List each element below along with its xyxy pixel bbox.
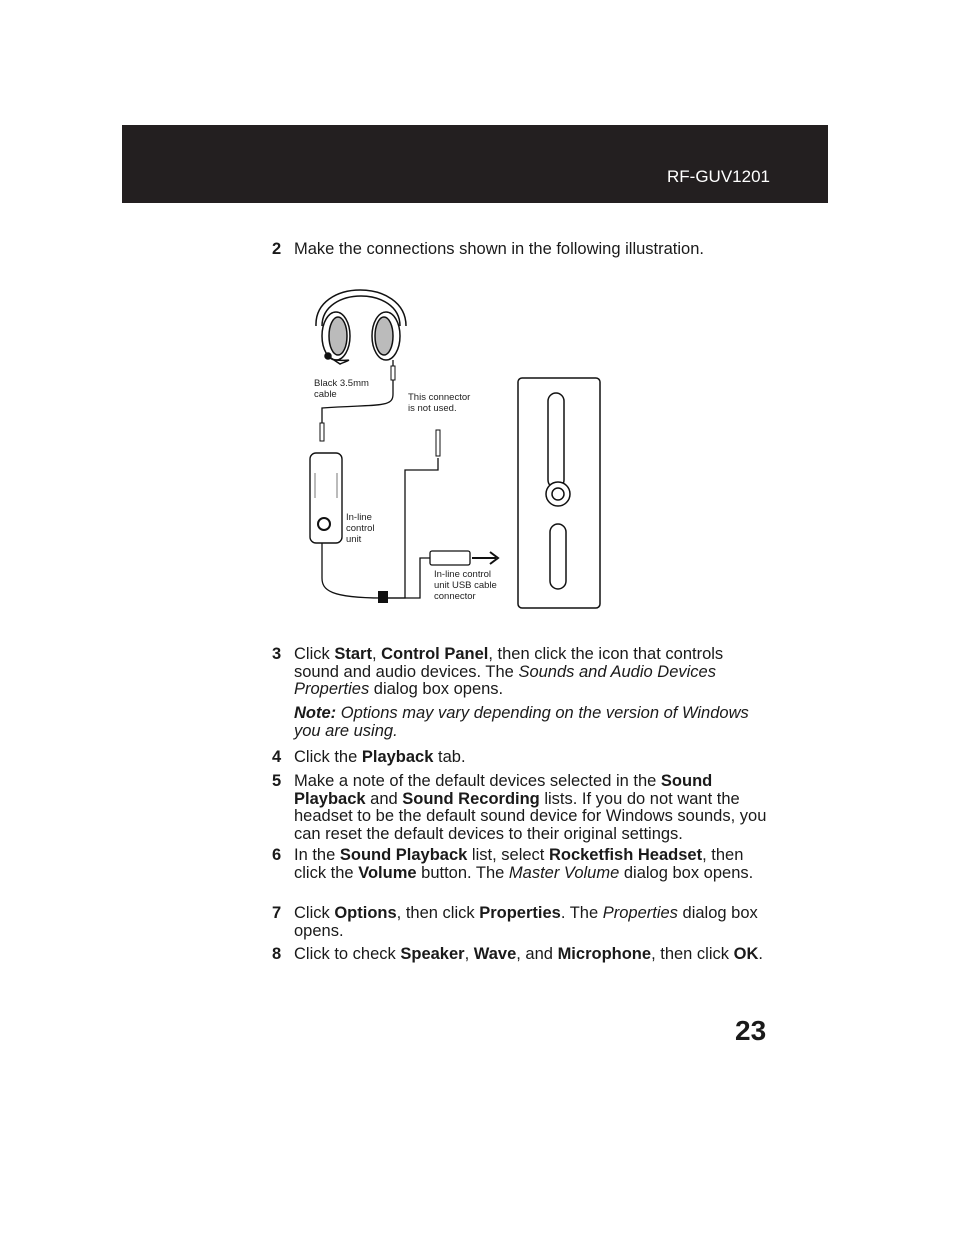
label-cable-2: cable	[314, 389, 337, 400]
headphones-icon	[316, 290, 406, 364]
step-number: 4	[272, 748, 282, 766]
step-2	[272, 241, 772, 259]
step-3	[272, 646, 772, 699]
step-5	[272, 773, 772, 843]
step-text: In the Sound Playback list, select Rocketfish Headset, then click the Volume button. The Master Volume dialog box opens.	[294, 846, 754, 882]
arrow-right-icon	[472, 552, 498, 564]
step-text: Click Start, Control Panel, then click the icon that controls sound and audio devices. The Sounds and Audio Devices Properties dialog box opens.	[294, 645, 724, 698]
step-number: 5	[272, 772, 282, 790]
step-number: 3	[272, 645, 282, 663]
unused-connector-icon	[436, 430, 440, 456]
label-unused-2: is not used.	[408, 403, 457, 414]
inline-control-unit	[310, 453, 342, 543]
step-8	[272, 946, 772, 964]
model-number: RF-GUV1201	[667, 167, 770, 186]
label-unit-3: unit	[346, 534, 362, 545]
step-text: Click to check Speaker, Wave, and Microphone, then click OK.	[294, 945, 763, 963]
step-number: 7	[272, 904, 282, 922]
step-text: Click the Playback tab.	[294, 748, 466, 766]
label-unit-1: In-line	[346, 512, 372, 523]
step-text: Make a note of the default devices selected in the Sound Playback and Sound Recording lists. If you do not want the headset to be the default sound device for Windows sounds, you can reset the default devices to their original settings.	[294, 772, 767, 843]
step-6	[272, 847, 772, 882]
note	[294, 704, 774, 740]
label-unit-2: control	[346, 523, 375, 534]
step-text: Make the connections shown in the following illustration.	[294, 240, 704, 258]
connection-illustration	[300, 268, 620, 618]
plug-icon	[320, 423, 324, 441]
page-number: 23	[735, 1015, 767, 1046]
note-label: Note:	[294, 704, 337, 722]
cable-clip-icon	[378, 591, 388, 603]
label-usb-3: connector	[434, 591, 476, 602]
step-7	[272, 905, 772, 940]
header-bar	[122, 125, 828, 203]
step-number: 8	[272, 945, 282, 963]
label-usb-1: In-line control	[434, 569, 492, 580]
step-4	[272, 749, 772, 767]
step-text: Click Options, then click Properties. The Properties dialog box opens.	[294, 904, 758, 940]
label-unused-1: This connector	[408, 392, 471, 403]
step-number: 2	[272, 240, 282, 258]
label-cable-1: Black 3.5mm	[314, 378, 369, 389]
usb-plug-icon	[430, 551, 470, 565]
label-usb-2: unit USB cable	[434, 580, 497, 591]
step-number: 6	[272, 846, 282, 864]
headset-jack-icon	[391, 366, 395, 380]
computer-tower-icon	[518, 378, 600, 608]
note-text: Options may vary depending on the version of Windows you are using.	[294, 704, 749, 740]
